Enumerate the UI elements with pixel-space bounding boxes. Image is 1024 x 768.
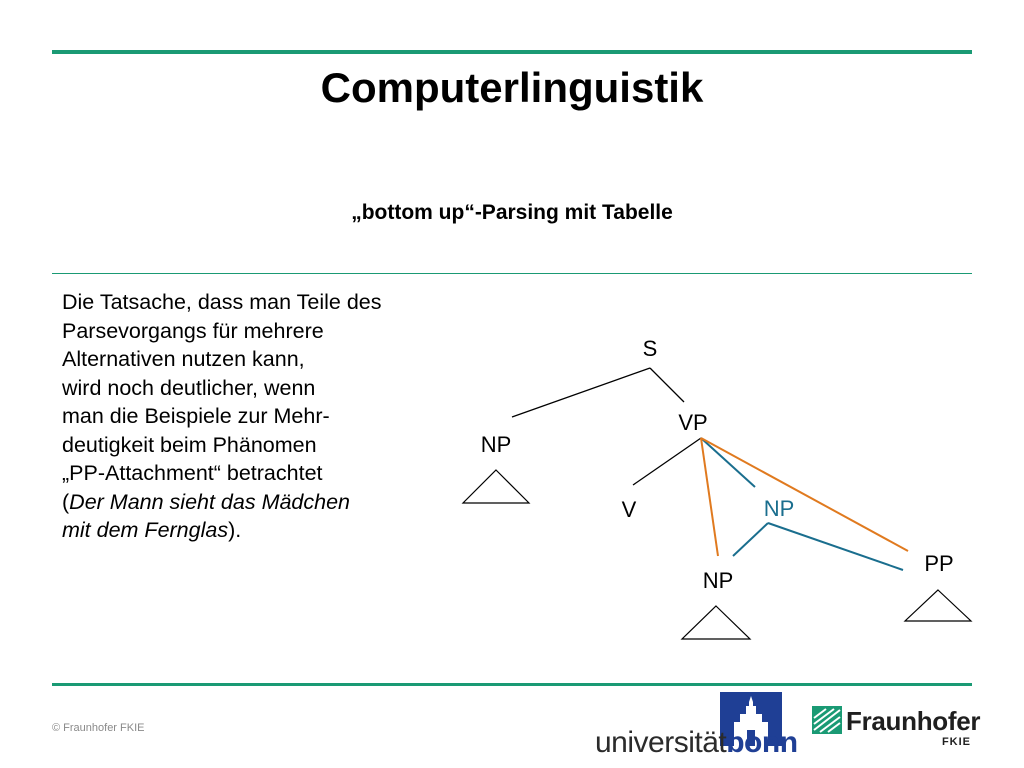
body-line: „PP-Attachment“ betrachtet [62,461,323,485]
edge-s-np-subject [512,368,650,417]
university-bonn-logo [595,690,798,764]
node-vp: VP [678,410,708,435]
node-np-subject: NP [480,432,512,457]
subtree-triangle-np-object [682,606,750,639]
edge-vp-pp [701,438,908,551]
body-line: Die Tatsache, dass man Teile des [62,290,382,314]
example-close-paren: ). [228,518,242,542]
fraunhofer-institute-label: FKIE [941,736,971,748]
body-line: man die Beispiele zur Mehr- [62,404,330,428]
slide-title: Computerlinguistik [320,64,704,111]
edge-vp-np-object [701,438,718,556]
subtree-triangle-pp [905,590,971,621]
copyright-notice: © Fraunhofer FKIE [52,722,145,734]
edge-vp-v [633,438,701,485]
node-np-blue: NP [763,496,795,521]
bottom-rule [52,683,972,686]
uni-logo-prefix: universität [595,726,727,759]
university-bonn-wordmark [595,726,798,760]
fraunhofer-logo [812,704,981,754]
example-sentence-part-2: mit dem Fernglas [62,518,229,542]
edge-s-vp [650,368,684,402]
edge-np-blue-pp [768,523,903,570]
body-line: Alternativen nutzen kann, [62,347,305,371]
body-line: Parsevorgangs für mehrere [62,318,324,343]
subtree-triangle-np-subject [463,470,529,503]
node-s: S [642,336,658,361]
node-v: V [621,497,637,522]
fraunhofer-wordmark: Fraunhofer [846,706,981,736]
body-line: wird noch deutlicher, wenn [62,375,316,400]
body-line: deutigkeit beim Phänomen [62,432,317,457]
slide-subtitle: „bottom up“-Parsing mit Tabelle [351,201,673,224]
edge-np-blue-np-object [733,523,768,556]
fraunhofer-mark-icon [812,706,842,734]
uni-logo-bold: bonn [726,726,798,759]
example-open-paren: ( [62,489,70,514]
node-np-object: NP [702,568,734,593]
example-sentence-part-1: Der Mann sieht das Mädchen [69,489,351,514]
node-pp: PP [924,551,954,576]
